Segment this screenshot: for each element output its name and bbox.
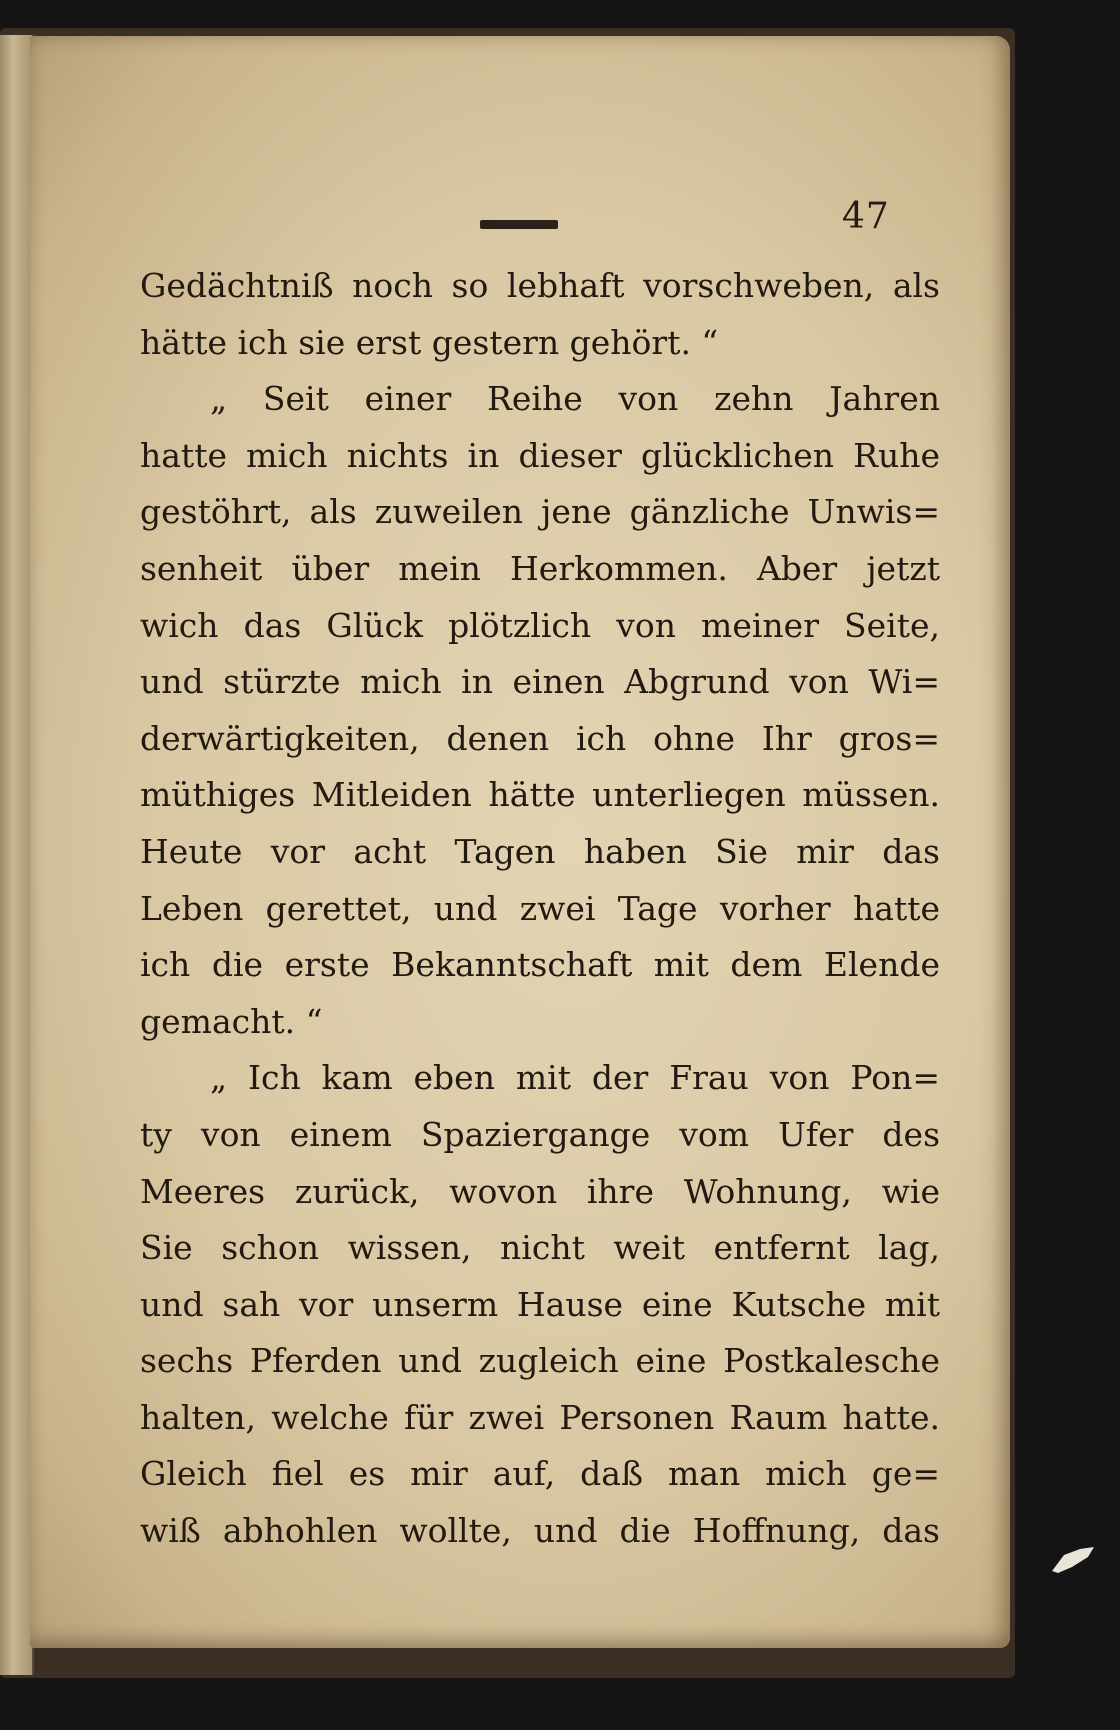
text-line: müthiges Mitleiden hätte unterliegen müssen. <box>140 775 940 815</box>
text-line: ty von einem Spaziergange vom Ufer des <box>140 1114 940 1154</box>
text-line: und sah vor unserm Hause eine Kutsche mit <box>140 1284 940 1324</box>
text-line: Leben gerettet, und zwei Tage vorher hatte <box>140 888 940 928</box>
text-line: gemacht. “ <box>140 1001 323 1041</box>
page-text <box>140 258 940 1560</box>
text-line: gestöhrt, als zuweilen jene gänzliche Unwis= <box>140 492 940 532</box>
previous-page-edge <box>0 35 34 1675</box>
text-line: wiß abhohlen wollte, und die Hoffnung, das <box>140 1511 940 1551</box>
text-line: „ Ich kam eben mit der Frau von Pon= <box>210 1058 940 1098</box>
text-line: und stürzte mich in einen Abgrund von Wi= <box>140 662 940 702</box>
text-line: derwärtigkeiten, denen ich ohne Ihr gros= <box>140 718 940 758</box>
text-line: senheit über mein Herkommen. Aber jetzt <box>140 548 940 588</box>
text-line: Heute vor acht Tagen haben Sie mir das <box>140 831 940 871</box>
text-line: Meeres zurück, wovon ihre Wohnung, wie <box>140 1171 940 1211</box>
page-header <box>30 196 1010 246</box>
header-rule <box>480 220 558 229</box>
text-line: wich das Glück plötzlich von meiner Seite, <box>140 605 940 645</box>
text-line: Sie schon wissen, nicht weit entfernt lag, <box>140 1228 940 1268</box>
text-line: halten, welche für zwei Personen Raum hatte. <box>140 1397 940 1437</box>
text-line: Gedächtniß noch so lebhaft vorschweben, als <box>140 266 940 305</box>
page-number: 47 <box>842 196 890 237</box>
paper-scrap <box>1050 1545 1096 1575</box>
book-page <box>30 36 1010 1648</box>
text-line: sechs Pferden und zugleich eine Postkalesche <box>140 1341 940 1381</box>
text-line: ich die erste Bekanntschaft mit dem Elende <box>140 945 940 985</box>
text-line: Gleich fiel es mir auf, daß man mich ge= <box>140 1454 940 1494</box>
text-line: „ Seit einer Reihe von zehn Jahren <box>210 379 940 419</box>
text-line: hatte mich nichts in dieser glücklichen Ruhe <box>140 435 940 475</box>
text-line: hätte ich sie erst gestern gehört. “ <box>140 322 719 362</box>
